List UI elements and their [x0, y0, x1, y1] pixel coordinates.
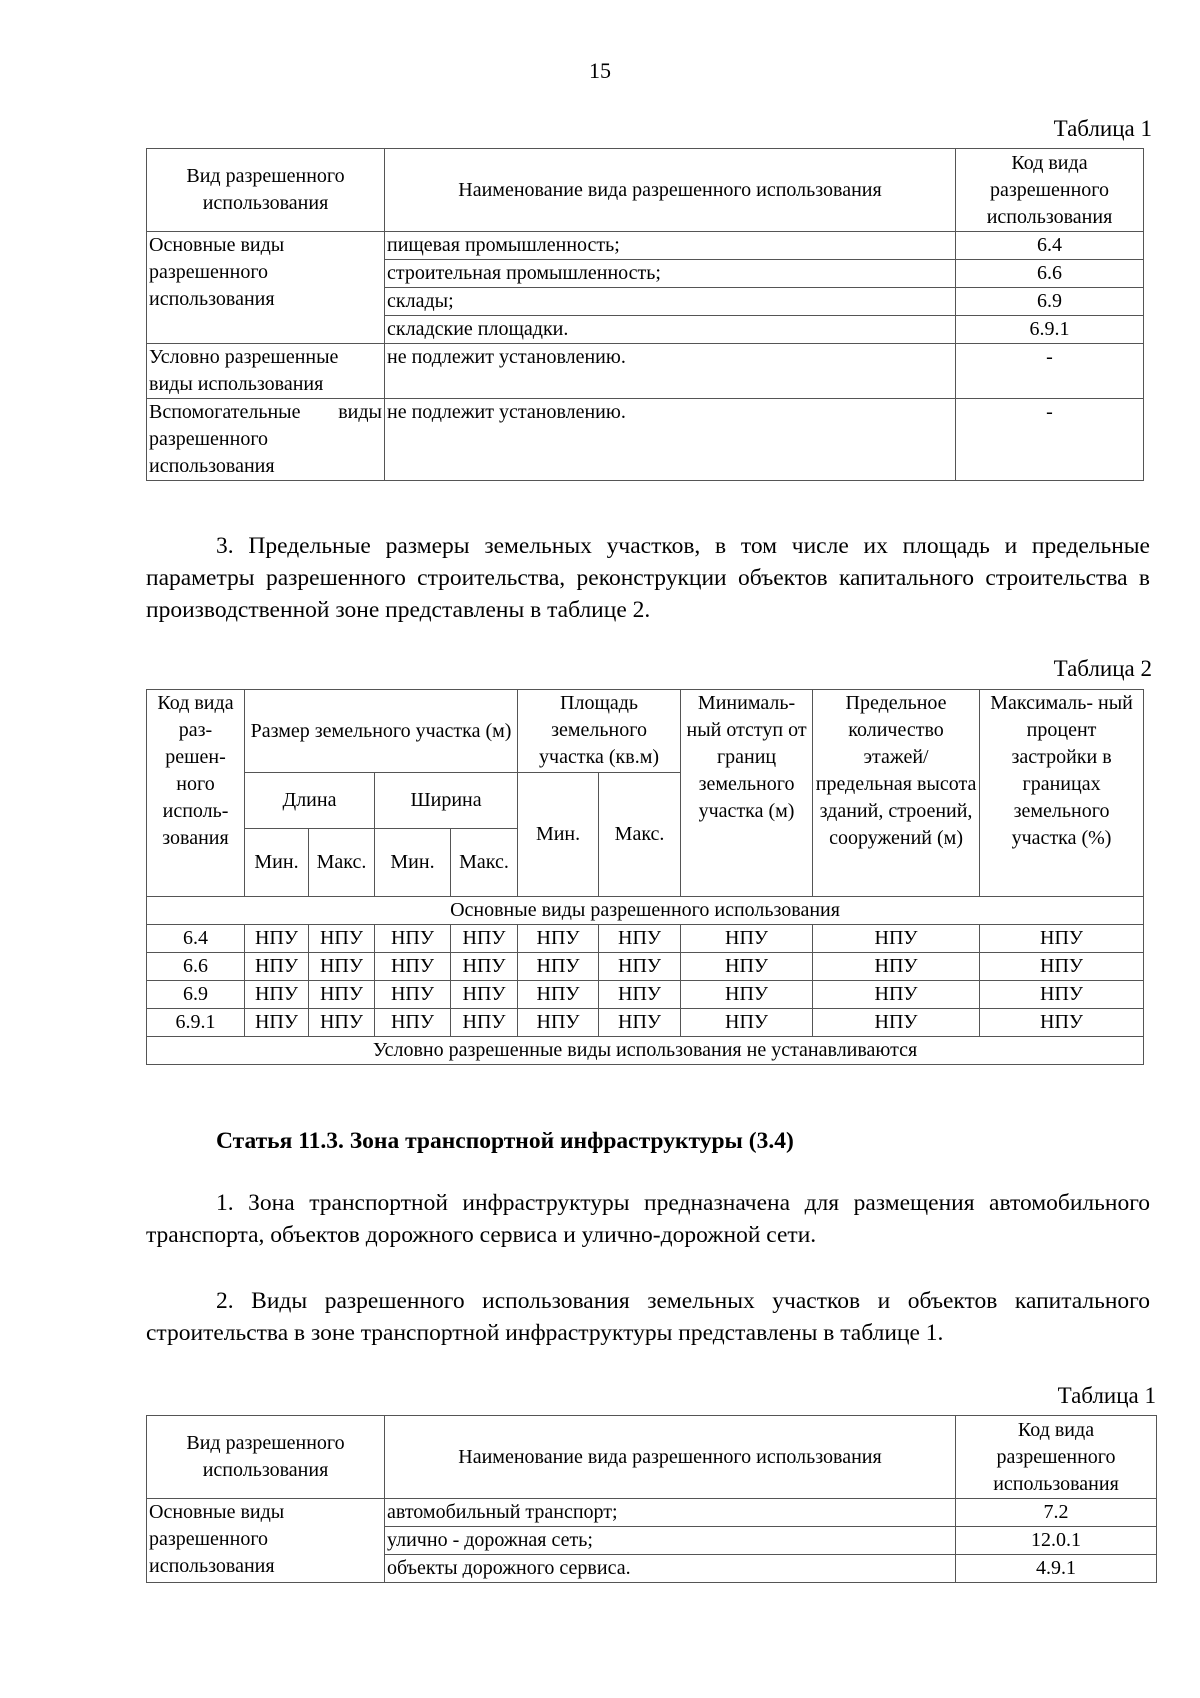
table2-header-length-max: Макс. — [309, 829, 375, 897]
table2-section-main: Основные виды разрешенного использования — [147, 897, 1144, 925]
table1-code: 6.4 — [956, 232, 1144, 260]
table1-code: 6.9 — [956, 288, 1144, 316]
table1-name: склады; — [385, 288, 956, 316]
table2-value: НПУ — [309, 925, 375, 953]
table3-name: объекты дорожного сервиса. — [385, 1555, 956, 1583]
article-heading: Статья 11.3. Зона транспортной инфраструктуры (3.4) — [216, 1128, 794, 1154]
table1-code: 6.6 — [956, 260, 1144, 288]
table2-value: НПУ — [518, 925, 599, 953]
table2-value: НПУ — [375, 1009, 451, 1037]
table1-header: Наименование вида разрешенного использования — [385, 149, 956, 232]
table2-header-length-min: Мин. — [245, 829, 309, 897]
table1-name: не подлежит установлению. — [385, 344, 956, 399]
table2-value: НПУ — [599, 953, 681, 981]
table2-value: НПУ — [681, 1009, 813, 1037]
table2-value: НПУ — [813, 981, 980, 1009]
table2-value: НПУ — [451, 1009, 518, 1037]
table2-code: 6.6 — [147, 953, 245, 981]
table3-code: 12.0.1 — [956, 1527, 1157, 1555]
table1-code: - — [956, 399, 1144, 481]
table1-group: Основные виды разрешенного использования — [147, 232, 385, 344]
table2-row — [147, 953, 1144, 981]
table2-header-area-max: Макс. — [599, 773, 681, 897]
table2-caption: Таблица 2 — [1053, 656, 1152, 681]
table2-header-width: Ширина — [375, 773, 518, 829]
table3-code: 7.2 — [956, 1499, 1157, 1527]
table1-code: - — [956, 344, 1144, 399]
table2-value: НПУ — [813, 953, 980, 981]
table2-header-code: Код вида раз- решен- ного исполь- зования — [147, 690, 245, 897]
table2-value: НПУ — [518, 981, 599, 1009]
table2-row — [147, 1009, 1144, 1037]
table2-value: НПУ — [245, 953, 309, 981]
table2-value: НПУ — [451, 981, 518, 1009]
table2-value: НПУ — [375, 981, 451, 1009]
paragraph-article-1: 1. Зона транспортной инфраструктуры предназначена для размещения автомобильного транспорта, объектов дорожного сервиса и улично-дорожной сети. — [146, 1190, 1150, 1248]
table1-caption: Таблица 1 — [1053, 116, 1152, 141]
table2-footer: Условно разрешенные виды использования не устанавливаются — [147, 1037, 1144, 1065]
table2-row — [147, 925, 1144, 953]
table2-header-width-min: Мин. — [375, 829, 451, 897]
table1-group: Условно разрешенные виды использования — [147, 344, 385, 399]
table2-value: НПУ — [681, 981, 813, 1009]
table2-value: НПУ — [980, 953, 1144, 981]
table2-value: НПУ — [245, 925, 309, 953]
table2-value: НПУ — [980, 981, 1144, 1009]
table2-value: НПУ — [518, 1009, 599, 1037]
table1-name: пищевая промышленность; — [385, 232, 956, 260]
table1 — [146, 148, 1144, 481]
table2-value: НПУ — [245, 1009, 309, 1037]
table2-value: НПУ — [451, 953, 518, 981]
table2-header-width-max: Макс. — [451, 829, 518, 897]
table1-code: 6.9.1 — [956, 316, 1144, 344]
table2-value: НПУ — [518, 953, 599, 981]
table3-code: 4.9.1 — [956, 1555, 1157, 1583]
table2-value: НПУ — [309, 1009, 375, 1037]
table2-header-size: Размер земельного участка (м) — [245, 690, 518, 773]
table2-code: 6.9.1 — [147, 1009, 245, 1037]
table2-value: НПУ — [375, 925, 451, 953]
table2-value: НПУ — [599, 981, 681, 1009]
table2-value: НПУ — [813, 925, 980, 953]
table2-header-area-min: Мин. — [518, 773, 599, 897]
table2-code: 6.4 — [147, 925, 245, 953]
table2-header-length: Длина — [245, 773, 375, 829]
table2 — [146, 689, 1144, 1065]
paragraph-3: 3. Предельные размеры земельных участков, в том числе их площадь и предельные параметры разрешенного строительства, реконструкции объектов капитального строительства в производственной зоне представлены в таблице 2. — [146, 533, 1150, 623]
page-number: 15 — [589, 58, 611, 83]
table2-value: НПУ — [309, 953, 375, 981]
table1-group: Вспомогательные виды разрешенного использования — [147, 399, 385, 481]
table3-caption: Таблица 1 — [1057, 1383, 1156, 1408]
table2-value: НПУ — [599, 925, 681, 953]
table1-header: Код вида разрешенного использования — [956, 149, 1144, 232]
table2-row — [147, 981, 1144, 1009]
table2-header-setback: Минималь- ный отступ от границ земельного участка (м) — [681, 690, 813, 897]
table1-name: складские площадки. — [385, 316, 956, 344]
table3-header: Вид разрешенного использования — [147, 1416, 385, 1499]
table2-header-area: Площадь земельного участка (кв.м) — [518, 690, 681, 773]
table2-value: НПУ — [599, 1009, 681, 1037]
table1-name: не подлежит установлению. — [385, 399, 956, 481]
table2-value: НПУ — [813, 1009, 980, 1037]
paragraph-article-2: 2. Виды разрешенного использования земельных участков и объектов капитального строительства в зоне транспортной инфраструктуры представлены в таблице 1. — [146, 1288, 1150, 1346]
table1-header: Вид разрешенного использования — [147, 149, 385, 232]
table2-value: НПУ — [451, 925, 518, 953]
table3 — [146, 1415, 1157, 1583]
table2-header-floors: Предельное количество этажей/ предельная высота зданий, строений, сооружений (м) — [813, 690, 980, 897]
table3-group: Основные виды разрешенного использования — [147, 1499, 385, 1583]
table2-value: НПУ — [309, 981, 375, 1009]
table2-value: НПУ — [245, 981, 309, 1009]
table2-header-percent: Максималь- ный процент застройки в границах земельного участка (%) — [980, 690, 1144, 897]
table3-header: Наименование вида разрешенного использования — [385, 1416, 956, 1499]
table2-value: НПУ — [681, 925, 813, 953]
table1-name: строительная промышленность; — [385, 260, 956, 288]
table3-name: улично - дорожная сеть; — [385, 1527, 956, 1555]
table3-header: Код вида разрешенного использования — [956, 1416, 1157, 1499]
table2-code: 6.9 — [147, 981, 245, 1009]
table3-name: автомобильный транспорт; — [385, 1499, 956, 1527]
table2-value: НПУ — [681, 953, 813, 981]
table2-value: НПУ — [375, 953, 451, 981]
table2-value: НПУ — [980, 1009, 1144, 1037]
table2-value: НПУ — [980, 925, 1144, 953]
